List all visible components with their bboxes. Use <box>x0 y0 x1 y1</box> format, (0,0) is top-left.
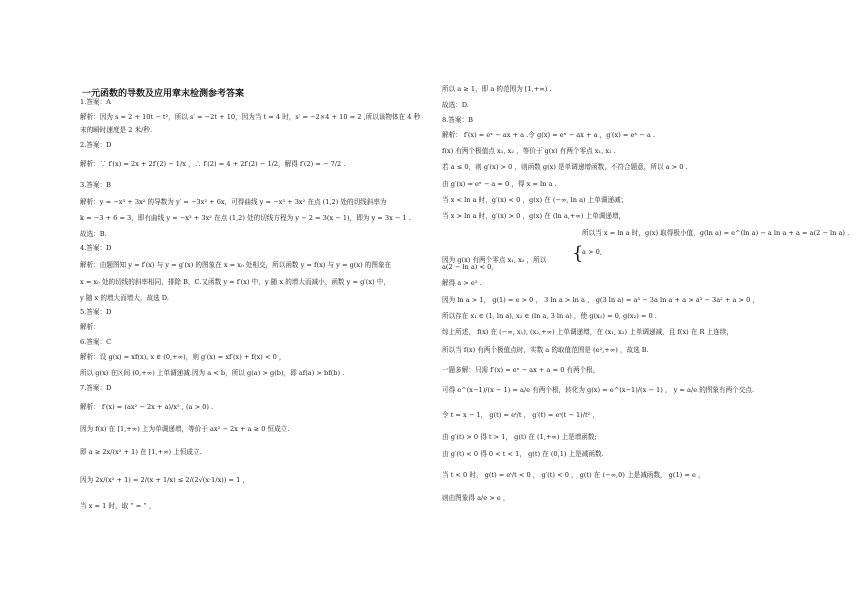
left-line: 解析：因为 s = 2 + 10t − t²，所以 s′ = −2t + 10，因为当 t = 4 时，s′ = −2×4 + 10 = 2 ,所以该物体在 4 秒 <box>80 113 421 121</box>
right-line: 综上所述， f(x) 在 (−∞, x₁), (x₂,+∞) 上单调递增，在 (x₁, x₂) 上单调递减，且 f(x) 在 R 上连续， <box>442 328 733 336</box>
right-line: 则由图象得 a/e > e ， <box>442 494 510 502</box>
right-line: 一题多解：只需 f′(x) = eˣ − ax + a = 0 有两个根， <box>442 366 600 374</box>
left-line: y 随 x 的增大而增大，故选 D. <box>80 294 169 302</box>
left-line: 所以 g(x) 在区间 (0,+∞) 上单调递减.因为 a < b，所以 g(a) > g(b)，即 af(a) > bf(b) . <box>80 369 345 377</box>
right-line: 解得 a > e² . <box>442 279 482 287</box>
right-line: 当 t < 0 时， g(t) = eᵗ/t < 0 ， g′(t) < 0 ， g(t) 在 (−∞,0) 上是减函数， g(1) = e ， <box>442 471 705 479</box>
left-line: 6.答案：C <box>80 338 112 346</box>
right-line: a(2 − ln a) < 0, <box>442 263 494 271</box>
left-line: 当 x = 1 时，取 “ = ” ， <box>80 502 156 510</box>
left-line: 解析： <box>80 323 100 331</box>
left-line: 故选：B. <box>80 230 107 238</box>
right-line: 所以当 f(x) 有两个极值点时，实数 a 的取值范围是 (e²,+∞) ，故选 B. <box>442 346 649 354</box>
right-line: 由 g′(t) > 0 得 t > 1， g(t) 在 (1,+∞) 上是增函数; <box>442 433 597 441</box>
left-line: 末的瞬时速度是 2 米/秒. <box>80 126 153 134</box>
right-line: f(x) 有两个极值点 x₁, x₂ ，等价于 g(x) 有两个零点 x₁, x₂ . <box>442 147 616 155</box>
left-line: x = x₀ 处的切线的斜率相同，排除 B，C.又函数 y = f′(x) 中，y 随 x 的增大而减小，函数 y = g′(x) 中， <box>80 278 390 286</box>
left-line: 解析：∵ f′(x) = 2x + 2f′(2) − 1/x ，∴ f′(2) = 4 + 2f′(2) − 1/2，解得 f′(2) = − 7/2 . <box>80 160 346 168</box>
right-line: 当 x > ln a 时，g′(x) > 0 ，g(x) 在 (ln a,+∞) 上单调递增， <box>442 212 626 220</box>
left-line: 解析：设 g(x) = xf(x), x ∈ (0,+∞)，则 g′(x) = xf′(x) + f(x) < 0 ， <box>80 353 286 361</box>
left-line: 3.答案：B <box>80 181 111 189</box>
right-line: 所以存在 x₁ ∈ (1, ln a), x₂ ∈ (ln a, 3 ln a) ，使 g(x₁) = 0, g(x₂) = 0 . <box>442 312 657 320</box>
right-line: 故选：D. <box>442 101 469 109</box>
right-line: 由 g′(x) = eˣ − a = 0 ，得 x = ln a . <box>442 180 557 188</box>
left-line: 5.答案：D <box>80 308 112 316</box>
left-line: k = −3 + 6 = 3，即有曲线 y = −x³ + 3x² 在点 (1,2) 处的切线方程为 y − 2 = 3(x − 1)，即为 y = 3x − 1 . <box>80 214 411 222</box>
left-line: 2.答案：D <box>80 141 112 149</box>
right-line: 解析： f′(x) = eˣ − ax + a .令 g(x) = eˣ − ax + a ，g′(x) = eˣ − a . <box>442 131 656 139</box>
page-title: 一元函数的导数及应用章末检测参考答案 <box>82 89 245 99</box>
left-line: 4.答案：D <box>80 244 112 252</box>
right-line: 若 a ≤ 0，则 g′(x) > 0 ，则函数 g(x) 是单调递增函数，不符合题意，所以 a > 0 . <box>442 163 688 171</box>
left-line: 因为 2x/(x² + 1) = 2/(x + 1/x) ≤ 2/(2√(x·1/x)) = 1 ， <box>80 476 250 484</box>
right-line: 因为 ln a > 1， g(1) = e > 0 ， 3 ln a > ln a ， g(3 ln a) = a³ − 3a ln a + a > a³ − 3a² + a > 0 ， <box>442 296 760 304</box>
left-line: 1.答案：A <box>80 98 111 106</box>
left-line: 因为 f(x) 在 [1,+∞) 上为单调递增，等价于 ax² − 2x + a ≥ 0 恒成立. <box>80 425 290 433</box>
right-line: 8.答案：B <box>442 116 473 124</box>
left-line: 7.答案：D <box>80 384 112 392</box>
right-line: 可得 e^(x−1)/(x − 1) = a/e 有两个根，转化为 g(x) = e^(x−1)/(x − 1) ， y = a/e 的图象有两个交点. <box>442 386 755 394</box>
left-line: 即 a ≥ 2x/(x² + 1) 在 [1,+∞) 上恒成立. <box>80 448 202 456</box>
right-line: a > 0, <box>582 248 602 256</box>
left-line: 解析：y = −x³ + 3x² 的导数为 y′ = −3x² + 6x，可得曲线 y = −x³ + 3x² 在点 (1,2) 处的切线斜率为 <box>80 198 387 206</box>
right-line: 令 t = x − 1， g(t) = eᵗ/t ， g′(t) = eᵗ(t − 1)/t² ， <box>442 411 599 419</box>
right-line: 因为 g(x) 有两个零点 x₁, x₂ ，所以 <box>442 256 547 264</box>
right-line: 所以 a ≥ 1，即 a 的范围为 [1,+∞) . <box>442 85 552 93</box>
right-line: 所以当 x = ln a 时，g(x) 取得极小值，g(ln a) = e^(ln a) − a ln a + a = a(2 − ln a) . <box>582 229 850 237</box>
system-brace: { <box>572 243 584 264</box>
left-line: 解析：由题图知 y = f′(x) 与 y = g′(x) 的图象在 x = x₀ 处相交，所以函数 y = f(x) 与 y = g(x) 的图象在 <box>80 261 392 269</box>
right-line: 当 x < ln a 时，g′(x) < 0 ，g(x) 在 (−∞, ln a) 上单调递减； <box>442 196 628 204</box>
left-line: 解析： f′(x) = (ax² − 2x + a)/x² , (a > 0) . <box>80 403 214 411</box>
right-line: 由 g′(t) < 0 得 0 < t < 1， g(t) 在 (0,1) 上是减函数. <box>442 450 604 458</box>
